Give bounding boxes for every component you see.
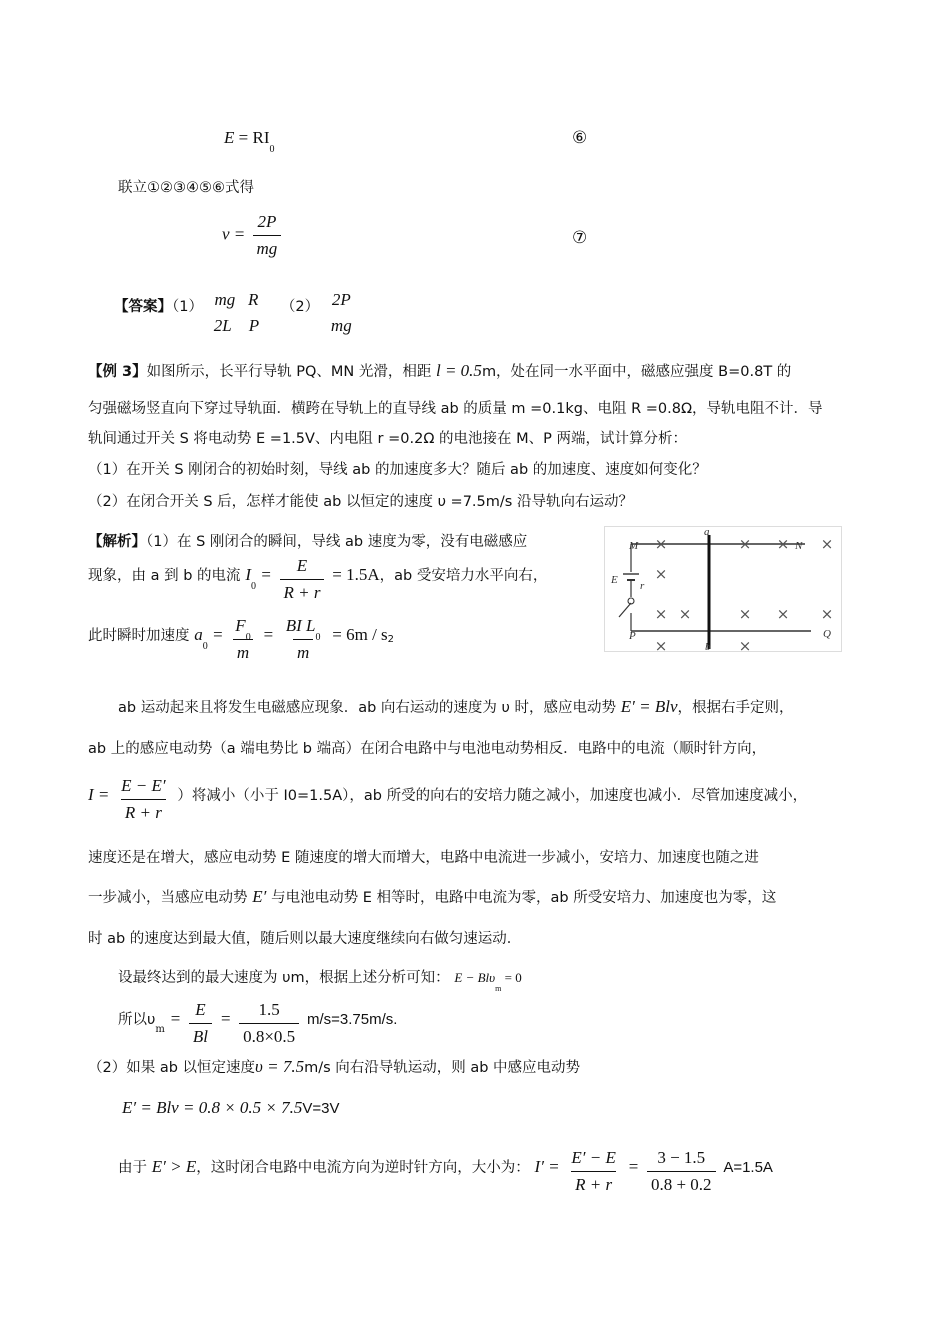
equation-7-marker: ⑦: [572, 228, 588, 248]
cross-mark: ×: [820, 605, 834, 623]
answer1-fraction: [210, 290, 263, 336]
eq6-rhs: = RI: [238, 128, 270, 147]
analysis-l1: （1）在 S 刚闭合的瞬间，导线 ab 速度为零，没有电磁感应: [146, 534, 528, 550]
cross-mark: ×: [738, 637, 752, 651]
question-2: （2）在闭合开关 S 后，怎样才能使 ab 以恒定的速度 υ =7.5m/s 沿导轨向右运动？: [88, 494, 633, 510]
answer2-den: mg: [330, 316, 352, 335]
para1-l5a: 一步减小，当感应电动势: [88, 890, 248, 906]
eq7-num: 2P: [257, 212, 277, 231]
cross-mark: ×: [776, 605, 790, 623]
label-a: a: [704, 527, 710, 538]
para1-l5e: E′: [252, 887, 267, 906]
para1-current-fraction: [117, 776, 169, 823]
label-E: E: [611, 574, 618, 586]
analysis-a0: a: [194, 624, 203, 644]
para1-line1: [118, 696, 794, 717]
equation-6: [224, 128, 275, 155]
para1-line2: ab 上的感应电动势（a 端电势比 b 端高）在闭合电路中与电池电动势相反．电路中的电流（顺时针方向，: [88, 741, 767, 757]
part2-f2-den: 0.8 + 0.2: [647, 1171, 716, 1195]
para2-l2b: m/s=3.75m/s.: [306, 1010, 398, 1028]
equation-6-marker: ⑥: [572, 128, 588, 148]
analysis-l2a: 现象，由 a 到 b 的电流: [88, 567, 241, 584]
part2-fraction1: [567, 1148, 619, 1195]
part2-line3: 由于 E′ > E，这时闭合电路中电流方向为逆时针方向，大小为： I′ = $\frac{E' - E}{R + r}$ = $\frac{3 - 1.5}{0.8 + 0.2}$ A=1.5A: [118, 1148, 773, 1194]
para1-line5: [88, 886, 776, 907]
analysis-accel-fraction2: [282, 616, 325, 663]
answer2-num: 2P: [331, 290, 351, 309]
para1-emf: E′ = Blv: [620, 697, 678, 716]
para1-l5b: 与电池电动势 E 相等时，电路中电流为零，ab 所受安培力、加速度也为零，这: [271, 890, 777, 906]
answer1-den2: P: [248, 316, 260, 335]
question-1: （1）在开关 S 刚闭合的初始时刻，导线 ab 的加速度多大？随后 ab 的加速度、速度如何变化？: [88, 462, 707, 478]
analysis-f2-den: m: [293, 639, 313, 663]
cross-mark: ×: [678, 605, 692, 623]
example3-line2: 匀强磁场竖直向下穿过导轨面．横跨在导轨上的直导线 ab 的质量 m =0.1kg、电阻 R =0.8Ω，导轨电阻不计．导: [88, 401, 823, 417]
para1-I-num: E − E′: [121, 776, 166, 795]
answer1-num1: mg: [214, 290, 236, 309]
part2-v-eq: υ = 7.5: [255, 1057, 305, 1076]
analysis-I0: I: [245, 564, 251, 584]
para2-f2-den: 0.8×0.5: [239, 1023, 299, 1047]
analysis-frac-den: R + r: [280, 579, 325, 603]
part2-I-lhs: I′ =: [534, 1156, 560, 1176]
cross-mark: ×: [654, 637, 668, 651]
para2-l2-sub: m: [155, 1023, 165, 1035]
analysis-I0-sub: 0: [250, 580, 256, 592]
cross-mark: ×: [738, 605, 752, 623]
analysis-a0-sub: 0: [202, 640, 208, 652]
analysis-a0-exp: 2: [387, 633, 395, 645]
analysis-I0-val: = 1.5A: [332, 564, 380, 584]
analysis-f1-den: m: [233, 639, 253, 663]
analysis-line3: 此时瞬时加速度 $a_0$ = $\frac{F_0}{m}$ = $\frac{BI L_0}{m}$ = 6m / s2: [88, 616, 395, 662]
label-b: b: [705, 641, 711, 651]
analysis-line2: 现象，由 a 到 b 的电流 $I_0$ = $\frac{E}{R + r}$ = 1.5A，ab 受安培力水平向右，: [88, 556, 548, 602]
para2-f1-num: E: [195, 1000, 206, 1019]
combine-text: 联立①②③④⑤⑥式得: [118, 180, 254, 196]
example3-label: 【例 3】: [88, 364, 147, 380]
cross-mark: ×: [654, 605, 668, 623]
answer-line: [114, 290, 359, 336]
example3-l-eq: l = 0.5: [435, 361, 482, 380]
label-M: M: [629, 540, 639, 552]
part2-l1b: m/s 向右沿导轨运动，则 ab 中感应电动势: [304, 1060, 581, 1076]
analysis-label: 【解析】: [88, 534, 146, 550]
part2-f1-num: E′ − E: [571, 1148, 616, 1167]
analysis-a0-val: = 6m / s: [332, 624, 388, 644]
eq7-den: mg: [253, 235, 282, 259]
part2-f1-den: R + r: [571, 1171, 616, 1195]
cross-mark: ×: [654, 535, 668, 553]
part2-l1a: （2）如果 ab 以恒定速度: [88, 1060, 256, 1076]
part2-emf-eq: E′ = Blv = 0.8 × 0.5 × 7.5: [122, 1098, 303, 1117]
label-r: r: [640, 580, 645, 592]
analysis-current-fraction: [280, 556, 325, 603]
para2-fraction1: [189, 1000, 212, 1047]
example3-text2: m，处在同一水平面中，磁感应强度 B=0.8T 的: [481, 364, 792, 380]
part2-l3b: ，这时闭合电路中电流方向为逆时针方向，大小为：: [196, 1159, 530, 1176]
equation-7: [222, 212, 284, 259]
para2-eq: E − Blυ: [454, 970, 496, 985]
cross-mark: ×: [738, 535, 752, 553]
part2-line1: [88, 1056, 580, 1077]
part2-cmp: E′ > E: [151, 1156, 197, 1176]
para1-line6: 时 ab 的速度达到最大值，随后则以最大速度继续向右做匀速运动．: [88, 931, 522, 947]
answer2-fraction: [327, 290, 356, 336]
answer-label: 【答案】: [114, 299, 172, 315]
analysis-line1: [88, 530, 527, 551]
circuit-diagram: [604, 526, 842, 652]
part2-f2-num: 3 − 1.5: [657, 1148, 706, 1167]
cross-mark: ×: [820, 535, 834, 553]
analysis-f1-num: F: [235, 616, 246, 635]
example3-line1: [88, 360, 791, 381]
eq7-lhs: v =: [222, 224, 246, 244]
eq6-lhs: E: [224, 128, 235, 147]
para2-l1: 设最终达到的最大速度为 υm，根据上述分析可知：: [118, 970, 450, 986]
part2-line2: [122, 1098, 340, 1118]
para1-l3: ）将减小（小于 I0=1.5A），ab 所受的向右的安培力随之减小，加速度也减小．尽管加速度减小，: [177, 787, 808, 804]
part2-unit: A=1.5A: [723, 1158, 773, 1176]
analysis-l3a: 此时瞬时加速度: [88, 627, 190, 644]
para1-I-den: R + r: [121, 799, 166, 823]
para1-l1a: ab 运动起来且将发生电磁感应现象．ab 向右运动的速度为 υ 时，感应电动势: [118, 700, 617, 716]
para2-line1: [118, 966, 522, 993]
answer1-num2: R: [248, 290, 259, 309]
analysis-f2-num-sub: 0: [315, 632, 321, 643]
label-P: P: [629, 630, 636, 642]
circuit-diagram-svg: [605, 527, 841, 651]
para2-line2: 所以$\upsilon_m$ = $\frac{E}{Bl}$ = $\frac{1.5}{0.8\times 0.5}$ m/s=3.75m/s.: [118, 1000, 398, 1046]
para2-l2a: 所以υ: [118, 1011, 156, 1028]
para1-l1b: ，根据右手定则，: [677, 700, 794, 716]
answer1-den1: 2L: [213, 316, 232, 335]
answer-part1-label: （1）: [172, 299, 203, 315]
analysis-f1-num-sub: 0: [245, 632, 251, 643]
part2-l3a: 由于: [118, 1159, 147, 1176]
eq6-sub: 0: [269, 144, 275, 155]
part2-fraction2: [647, 1148, 716, 1195]
para2-eq-sub: m: [495, 984, 502, 993]
para2-fraction2: [239, 1000, 299, 1047]
para2-eq-rhs: = 0: [504, 970, 522, 985]
analysis-f2-num: BI L: [285, 616, 316, 635]
example3-text1: 如图所示，长平行导轨 PQ、MN 光滑，相距: [146, 364, 432, 380]
field-crosses: [655, 535, 834, 651]
answer-part2-label: （2）: [280, 299, 320, 315]
cross-mark: ×: [654, 565, 668, 583]
para2-f1-den: Bl: [189, 1023, 212, 1047]
label-Q: Q: [823, 628, 831, 640]
para1-I-lhs: I =: [88, 784, 110, 804]
para1-line3: [88, 776, 807, 823]
analysis-l2b: ，ab 受安培力水平向右，: [379, 567, 548, 584]
para2-f2-num: 1.5: [258, 1000, 280, 1019]
eq7-fraction: [253, 212, 282, 259]
analysis-accel-fraction1: [231, 616, 254, 663]
label-N: N: [795, 540, 803, 552]
example3-line3: 轨间通过开关 S 将电动势 E =1.5V、内电阻 r =0.2Ω 的电池接在 M、P 两端，试计算分析：: [88, 431, 687, 447]
analysis-frac-num: E: [296, 556, 308, 575]
cross-mark: ×: [776, 535, 790, 553]
para1-line4: 速度还是在增大，感应电动势 E 随速度的增大而增大，电路中电流进一步减小，安培力、加速度也随之进: [88, 850, 759, 866]
part2-emf-unit: V=3V: [302, 1100, 340, 1117]
